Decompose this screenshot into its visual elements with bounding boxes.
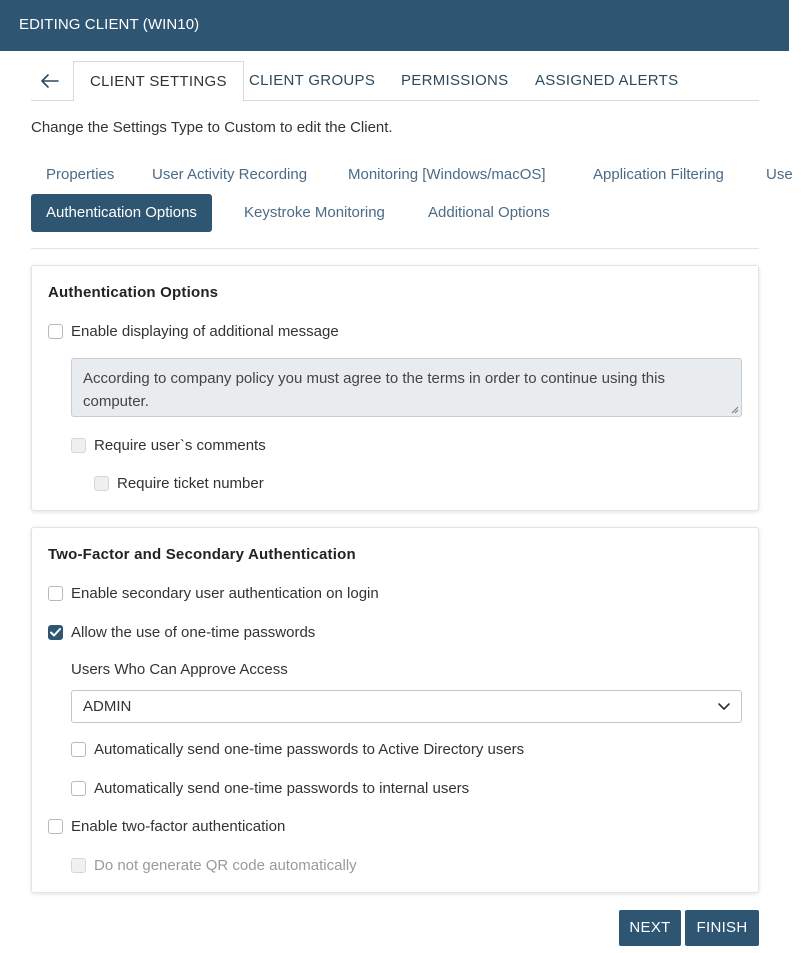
chevron-down-icon xyxy=(717,699,731,713)
additional-message-textarea[interactable] xyxy=(71,358,742,417)
two-factor-option[interactable] xyxy=(48,815,285,837)
subtab-authentication-options[interactable]: Authentication Options xyxy=(31,194,212,232)
enable-message-label: Enable displaying of additional message xyxy=(71,322,339,340)
approvers-label: Users Who Can Approve Access xyxy=(71,661,288,678)
no-qr-checkbox[interactable] xyxy=(71,858,86,873)
subtab-keystroke-monitoring[interactable]: Keystroke Monitoring xyxy=(244,204,385,221)
send-ad-label: Automatically send one-time passwords to Active Directory users xyxy=(94,740,525,758)
window-title-bar xyxy=(0,0,789,51)
tab-permissions[interactable]: PERMISSIONS xyxy=(401,72,509,89)
one-time-passwords-option[interactable] xyxy=(48,621,315,643)
secondary-auth-label: Enable secondary user authentication on login xyxy=(71,584,379,602)
finish-button[interactable]: FINISH xyxy=(685,910,759,946)
enable-message-checkbox[interactable] xyxy=(48,324,63,339)
settings-type-hint: Change the Settings Type to Custom to edit the Client. xyxy=(31,119,393,136)
panel-title: Two-Factor and Secondary Authentication xyxy=(48,546,356,563)
two-factor-label: Enable two-factor authentication xyxy=(71,817,286,835)
window-title: EDITING CLIENT (WIN10) xyxy=(19,16,200,33)
approvers-select[interactable] xyxy=(71,690,742,723)
no-qr-label: Do not generate QR code automatically xyxy=(94,856,357,874)
require-comments-checkbox[interactable] xyxy=(71,438,86,453)
enable-message-option[interactable] xyxy=(48,320,339,342)
secondary-auth-option[interactable] xyxy=(48,582,379,604)
tab-assigned-alerts[interactable]: ASSIGNED ALERTS xyxy=(535,72,679,89)
secondary-auth-checkbox[interactable] xyxy=(48,586,63,601)
two-factor-checkbox[interactable] xyxy=(48,819,63,834)
send-internal-option[interactable] xyxy=(71,777,469,799)
resize-grip-icon[interactable] xyxy=(731,406,739,414)
require-ticket-label: Require ticket number xyxy=(117,474,264,492)
arrow-left-icon xyxy=(41,74,59,88)
settings-sub-tabs xyxy=(31,156,791,246)
require-ticket-checkbox[interactable] xyxy=(94,476,109,491)
no-qr-option[interactable] xyxy=(71,854,357,876)
subtab-overflow[interactable]: Use xyxy=(766,166,793,183)
send-internal-checkbox[interactable] xyxy=(71,781,86,796)
require-ticket-option[interactable] xyxy=(94,472,264,494)
subtab-user-activity-recording[interactable]: User Activity Recording xyxy=(152,166,308,183)
checkmark-icon xyxy=(50,628,61,637)
send-internal-label: Automatically send one-time passwords to internal users xyxy=(94,779,470,797)
require-comments-option[interactable] xyxy=(71,434,266,456)
authentication-options-panel xyxy=(31,265,759,511)
additional-message-text: According to company policy you must agree to the terms in order to continue using this computer. xyxy=(83,370,665,410)
subtab-properties[interactable]: Properties xyxy=(46,166,115,183)
sub-tabs-divider xyxy=(31,248,759,249)
subtab-additional-options[interactable]: Additional Options xyxy=(428,204,550,221)
tab-client-settings[interactable]: CLIENT SETTINGS xyxy=(73,61,244,102)
back-button[interactable] xyxy=(31,61,69,101)
next-button[interactable]: NEXT xyxy=(619,910,681,946)
tab-client-groups[interactable]: CLIENT GROUPS xyxy=(249,72,376,89)
approvers-value: ADMIN xyxy=(83,698,132,715)
send-ad-option[interactable] xyxy=(71,738,524,760)
one-time-passwords-label: Allow the use of one-time passwords xyxy=(71,623,316,641)
subtab-monitoring[interactable]: Monitoring [Windows/macOS] xyxy=(348,166,546,183)
require-comments-label: Require user`s comments xyxy=(94,436,266,454)
send-ad-checkbox[interactable] xyxy=(71,742,86,757)
subtab-application-filtering[interactable]: Application Filtering xyxy=(593,166,724,183)
one-time-passwords-checkbox[interactable] xyxy=(48,625,63,640)
panel-title: Authentication Options xyxy=(48,284,219,301)
main-tab-bar xyxy=(31,61,759,101)
two-factor-panel xyxy=(31,527,759,893)
